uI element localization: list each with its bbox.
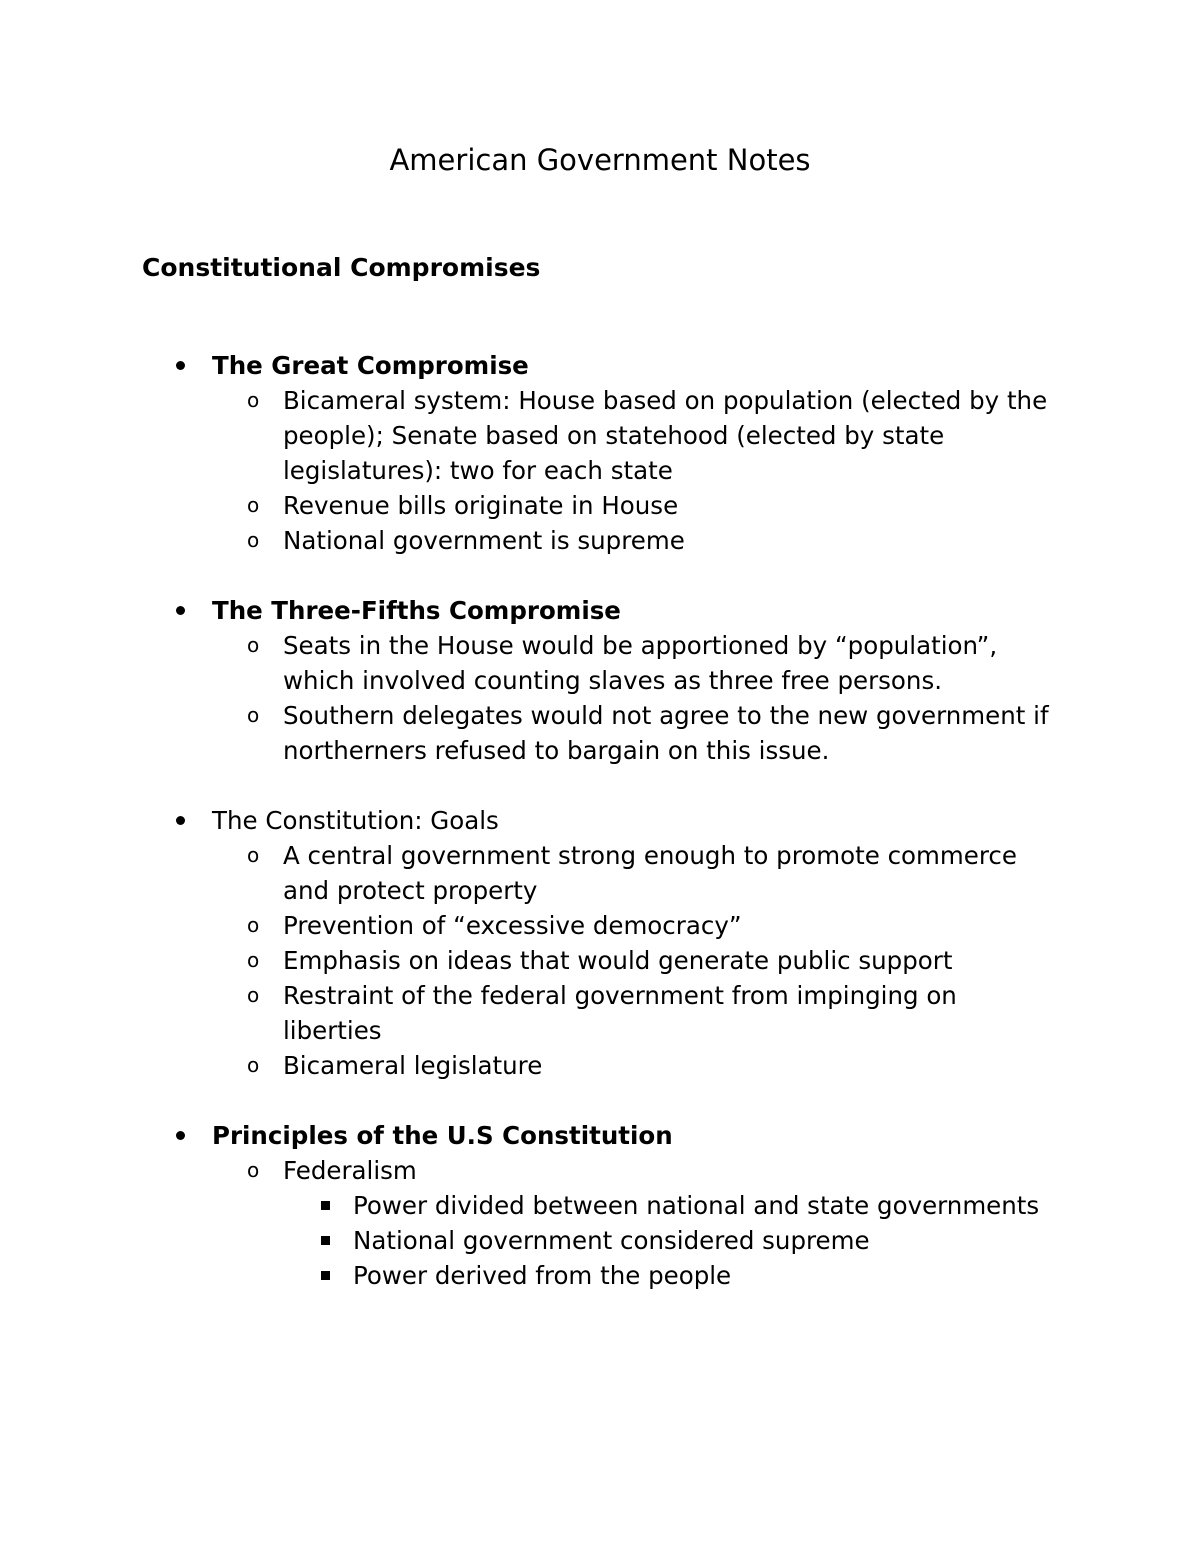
square-bullet-icon — [321, 1188, 330, 1223]
circle-bullet-icon: o — [247, 703, 260, 727]
list-item-text: Southern delegates would not agree to the new government if northerners refused to bargain on this issue. — [283, 701, 1049, 765]
list-item-text: Federalism — [283, 1156, 417, 1185]
list-item-text: National government is supreme — [283, 526, 685, 555]
list-item-heading: Principles of the U.S Constitution — [212, 1121, 673, 1150]
circle-bullet-icon: o — [247, 1053, 260, 1077]
list-item — [0, 523, 1053, 558]
circle-bullet-icon: o — [247, 493, 260, 517]
list-item — [0, 1258, 1053, 1293]
circle-bullet-icon: o — [247, 948, 260, 972]
circle-bullet-icon: o — [247, 633, 260, 657]
list-item — [0, 838, 1053, 908]
circle-bullet-icon: o — [247, 1158, 260, 1182]
circle-bullet-icon: o — [247, 843, 260, 867]
list-item-great-compromise — [0, 348, 1200, 383]
square-bullet-icon — [321, 1258, 330, 1293]
bullet-icon — [176, 593, 185, 628]
list-item — [0, 1048, 1053, 1083]
list-item-principles — [0, 1118, 1200, 1153]
list-item — [0, 698, 1053, 768]
circle-bullet-icon: o — [247, 913, 260, 937]
list-item-text: Bicameral legislature — [283, 1051, 543, 1080]
list-item-text: Seats in the House would be apportioned by “population”, which involved counting slaves as three free persons. — [283, 631, 998, 695]
section-heading: Constitutional Compromises — [142, 253, 541, 282]
list-item-text: Emphasis on ideas that would generate public support — [283, 946, 953, 975]
square-bullet-icon — [321, 1223, 330, 1258]
list-item — [0, 943, 1053, 978]
circle-bullet-icon: o — [247, 388, 260, 412]
bullet-icon — [176, 1118, 185, 1153]
list-item-text: Revenue bills originate in House — [283, 491, 679, 520]
list-item-constitution-goals — [0, 803, 1200, 838]
list-item — [0, 978, 1053, 1048]
list-item-text: Restraint of the federal government from impinging on liberties — [283, 981, 957, 1045]
spacer — [0, 768, 1200, 803]
list-item-heading: The Three-Fifths Compromise — [212, 596, 621, 625]
list-item — [0, 488, 1053, 523]
list-item-text: Power divided between national and state governments — [353, 1191, 1040, 1220]
list-item-text: National government considered supreme — [353, 1226, 870, 1255]
list-item-text: Prevention of “excessive democracy” — [283, 911, 742, 940]
bullet-icon — [176, 348, 185, 383]
document-title: American Government Notes — [389, 143, 811, 177]
list-item — [0, 628, 1053, 698]
list-item — [0, 383, 1053, 488]
notes-outline — [0, 348, 1200, 1293]
circle-bullet-icon: o — [247, 983, 260, 1007]
list-item-three-fifths — [0, 593, 1200, 628]
list-item-heading: The Great Compromise — [212, 351, 529, 380]
spacer — [0, 1083, 1200, 1118]
list-item-federalism — [0, 1153, 1053, 1188]
list-item-text: A central government strong enough to promote commerce and protect property — [283, 841, 1017, 905]
list-item-text: Bicameral system: House based on population (elected by the people); Senate based on statehood (elected by state legislatures): two for each state — [283, 386, 1048, 485]
circle-bullet-icon: o — [247, 528, 260, 552]
spacer — [0, 558, 1200, 593]
bullet-icon — [176, 803, 185, 838]
list-item — [0, 1223, 1053, 1258]
list-item-text: Power derived from the people — [353, 1261, 732, 1290]
list-item — [0, 1188, 1053, 1223]
list-item-heading: The Constitution: Goals — [212, 806, 499, 835]
list-item — [0, 908, 1053, 943]
